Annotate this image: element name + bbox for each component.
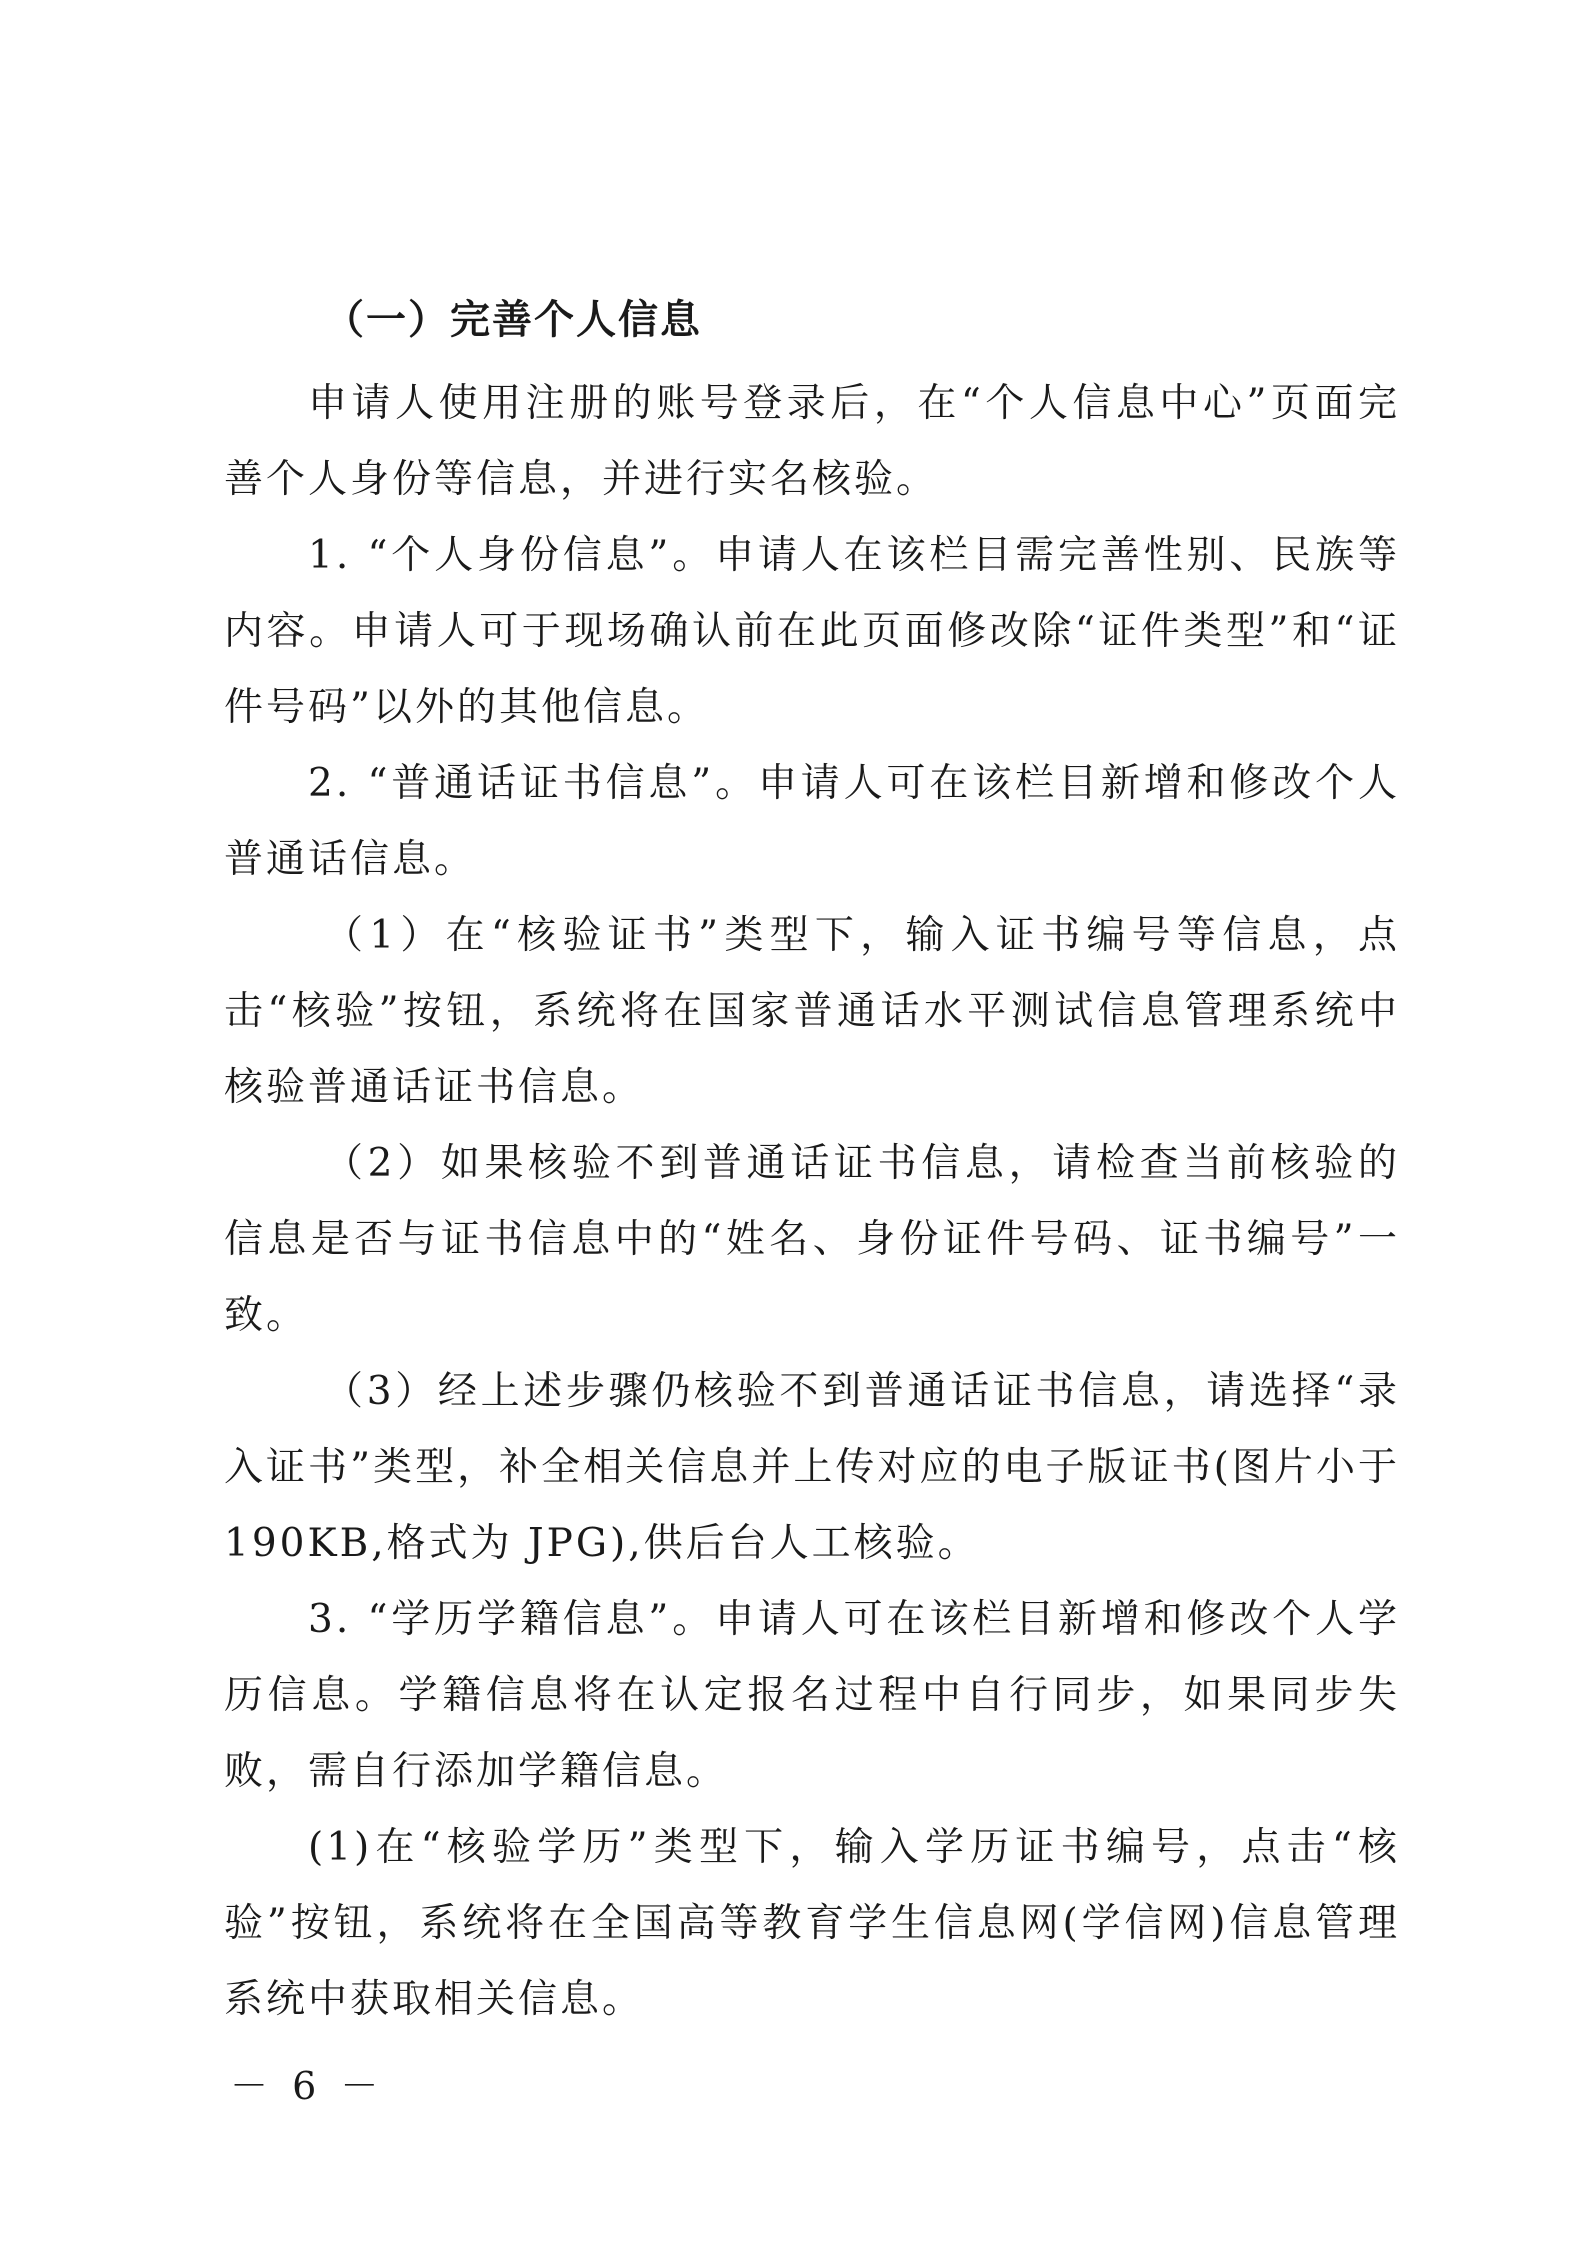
page-number: － 6 － bbox=[230, 2064, 385, 2108]
paragraph-mandarin-step-3: （3）经上述步骤仍核验不到普通话证书信息，请选择“录入证书”类型，补全相关信息并上传对应的电子版证书(图片小于 190KB,格式为 JPG),供后台人工核验。 bbox=[224, 1369, 1400, 1566]
paragraph-education-info: 3. “学历学籍信息”。申请人可在该栏目新增和修改个人学历信息。学籍信息将在认定报名过程中自行同步，如果同步失败，需自行添加学籍信息。 bbox=[224, 1597, 1400, 1794]
paragraph-education-step-1: (1)在“核验学历”类型下，输入学历证书编号，点击“核验”按钮，系统将在全国高等教育学生信息网(学信网)信息管理系统中获取相关信息。 bbox=[224, 1825, 1400, 2022]
paragraph-mandarin-step-2: （2）如果核验不到普通话证书信息，请检查当前核验的信息是否与证书信息中的“姓名、身份证件号码、证书编号”一致。 bbox=[224, 1141, 1400, 1338]
paragraph-mandarin-certificate: 2. “普通话证书信息”。申请人可在该栏目新增和修改个人普通话信息。 bbox=[224, 761, 1400, 882]
paragraph-intro: 申请人使用注册的账号登录后，在“个人信息中心”页面完善个人身份等信息，并进行实名核验。 bbox=[224, 381, 1400, 502]
paragraph-mandarin-step-1: （1）在“核验证书”类型下，输入证书编号等信息，点击“核验”按钮，系统将在国家普通话水平测试信息管理系统中核验普通话证书信息。 bbox=[224, 913, 1400, 1110]
section-heading: （一）完善个人信息 bbox=[324, 297, 702, 343]
document-body bbox=[224, 290, 1400, 2038]
paragraph-personal-identity: 1. “个人身份信息”。申请人在该栏目需完善性别、民族等内容。申请人可于现场确认前在此页面修改除“证件类型”和“证件号码”以外的其他信息。 bbox=[224, 533, 1400, 730]
